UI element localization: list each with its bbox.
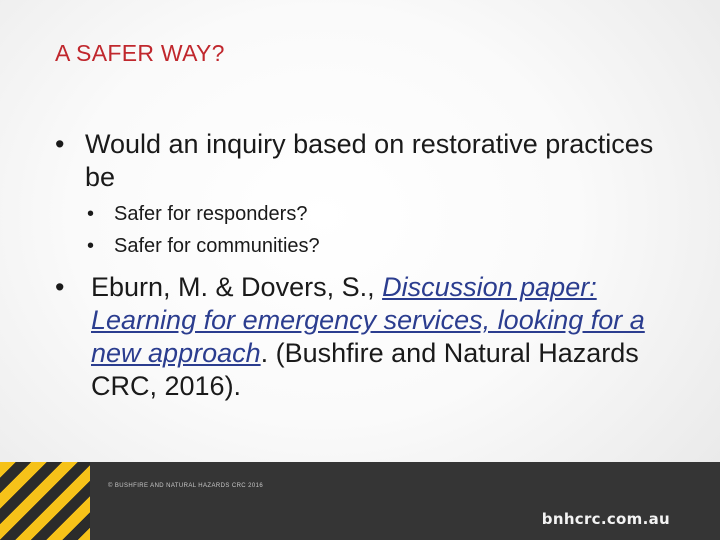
sub-bullet-text: Safer for responders? (114, 203, 308, 225)
reference-authors: Eburn, M. & Dovers, S., (91, 272, 383, 302)
bullet-text: Would an inquiry based on restorative practices be (85, 129, 654, 192)
reference-link[interactable]: Discussion paper: Learning for emergency services, looking for a new approach (91, 272, 645, 368)
bullet-icon: • (87, 235, 95, 257)
reference-text (55, 271, 655, 403)
bullet-reference (55, 271, 655, 403)
reference-source: . (Bushfire and Natural Hazards CRC, 2016). (91, 337, 639, 401)
hazard-stripes (0, 462, 90, 540)
sub-bullet-responders (87, 203, 307, 226)
website-url[interactable]: bnhcrc.com.au (541, 510, 670, 528)
bullet-inquiry (55, 128, 655, 194)
slide-title: A SAFER WAY? (55, 40, 225, 66)
footer-bar (0, 462, 720, 540)
copyright-text: © BUSHFIRE AND NATURAL HAZARDS CRC 2016 (108, 483, 264, 489)
bullet-icon: • (55, 129, 65, 159)
bullet-icon: • (55, 272, 65, 302)
sub-bullet-text: Safer for communities? (114, 235, 320, 257)
bullet-icon: • (87, 203, 95, 225)
sub-bullet-communities (87, 235, 320, 258)
